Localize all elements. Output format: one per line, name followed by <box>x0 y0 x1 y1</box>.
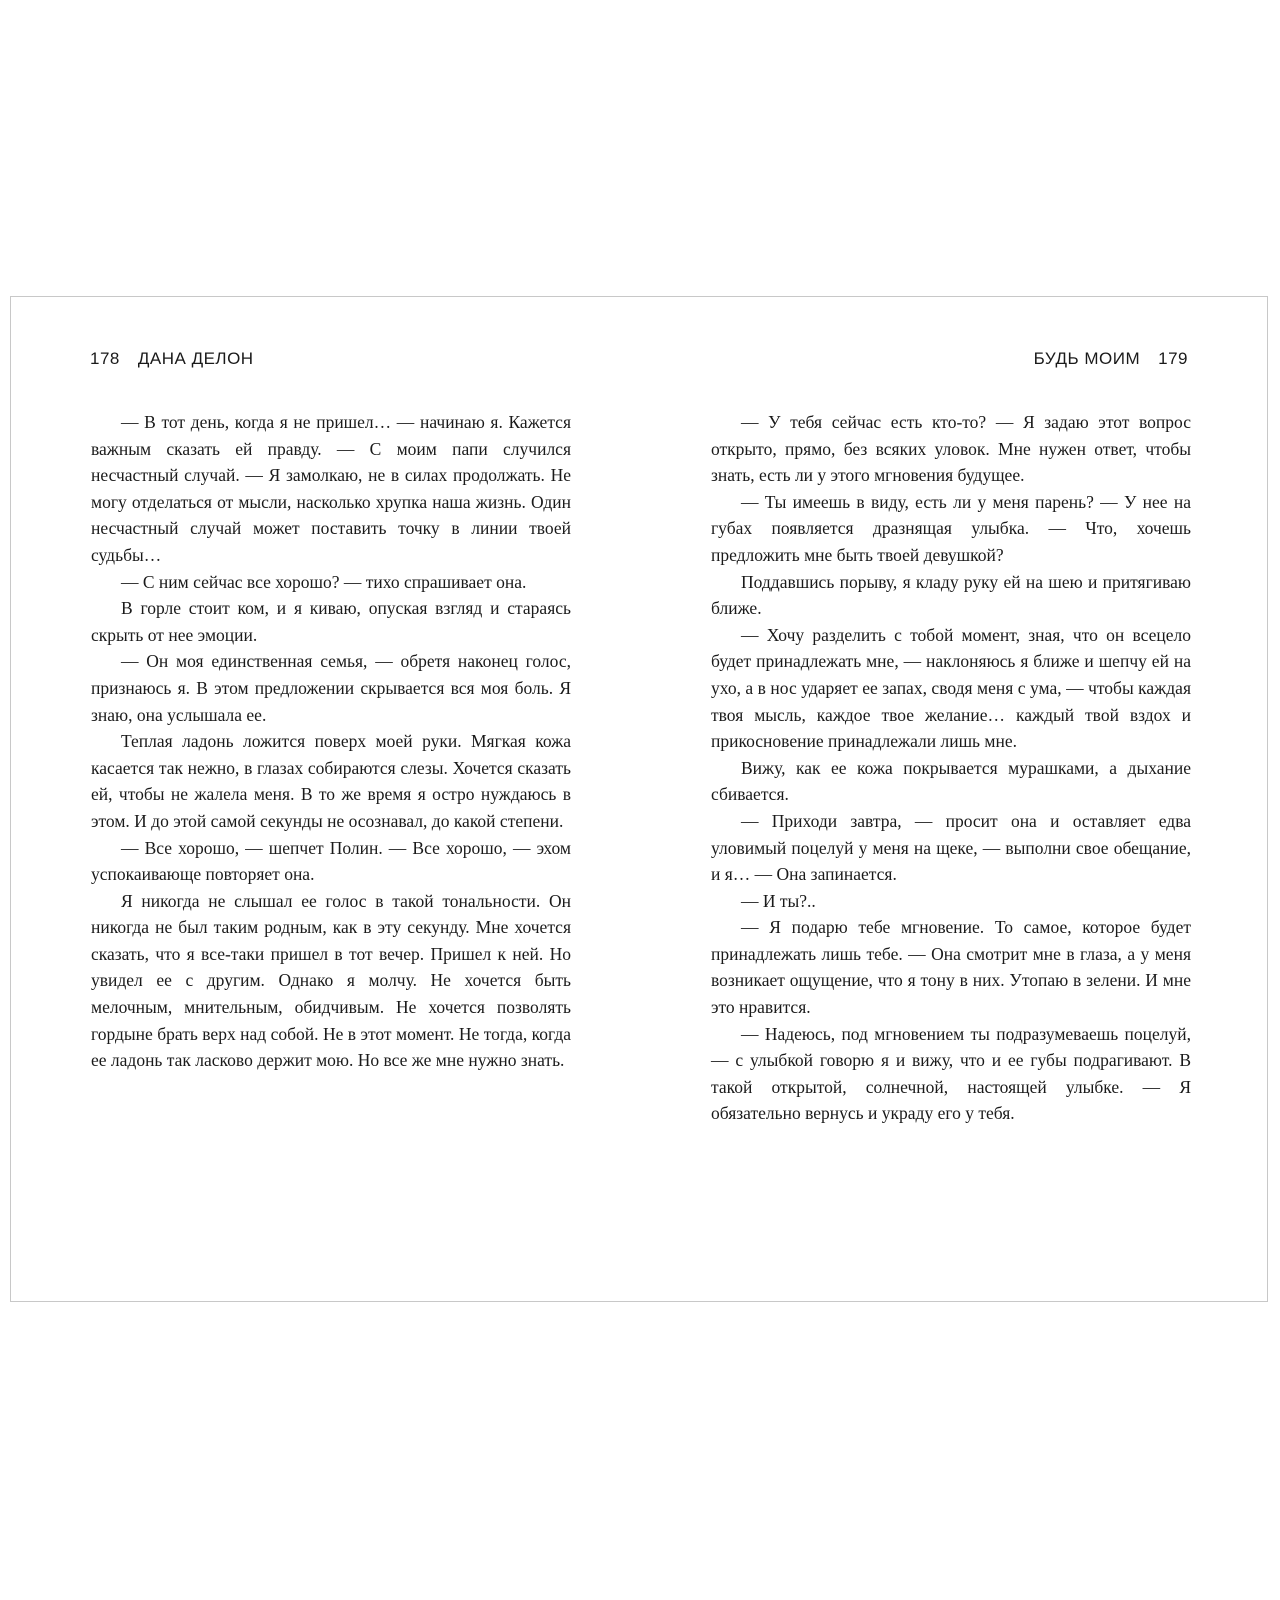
paragraph: — Он моя единственная семья, — обретя наконец голос, признаюсь я. В этом предложении скрывается вся моя боль. Я знаю, она услышала ее. <box>91 651 571 725</box>
paragraph: — Приходи завтра, — просит она и оставляет едва уловимый поцелуй у меня на щеке, — выполни свое обещание, и я… — Она запинается. <box>711 810 1191 885</box>
paragraph: Теплая ладонь ложится поверх моей руки. Мягкая кожа касается так нежно, в глазах собираются слезы. Хочется сказать ей, чтобы не жалела меня. В то же время я остро нуждаюсь в этом. И до этой самой секунды не осознавал, до какой степени. <box>91 731 571 831</box>
right-page-text <box>711 409 1191 1127</box>
paragraph: Я никогда не слышал ее голос в такой тональности. Он никогда не был таким родным, как в эту секунду. Мне хочется сказать, что я все-таки пришел в тот вечер. Пришел к ней. Но увидел ее с другим. Однако я молчу. Не хочется быть мелочным, мнительным, обидчивым. Не хочется позволять гордыне брать верх над собой. Не в этот момент. Не тогда, когда ее ладонь так ласково держит мою. Но все же мне нужно знать. <box>91 890 571 1071</box>
paragraph: — Надеюсь, под мгновением ты подразумеваешь поцелуй, — с улыбкой говорю я и вижу, что и ее губы подрагивают. В такой открытой, солнечной, настоящей улыбке. — Я обязательно вернусь и украду его у тебя. <box>711 1023 1191 1124</box>
paragraph: — В тот день, когда я не пришел… — начинаю я. Кажется важным сказать ей правду. — С моим папи случился несчастный случай. — Я замолкаю, не в силах продолжать. Не могу отделаться от мысли, насколько хрупка наша жизнь. Один несчастный случай может поставить точку в линии твоей судьбы… <box>91 412 571 565</box>
paragraph: — С ним сейчас все хорошо? — тихо спрашивает она. <box>121 571 527 592</box>
paragraph: Вижу, как ее кожа покрывается мурашками, а дыхание сбивается. <box>711 757 1191 805</box>
paragraph: — Все хорошо, — шепчет Полин. — Все хорошо, — эхом успокаивающе повторяет она. <box>91 837 571 885</box>
book-title: БУДЬ МОИМ <box>1033 349 1141 368</box>
left-page-text <box>91 409 571 1074</box>
paragraph: — Хочу разделить с тобой момент, зная, что он всецело будет принадлежать мне, — наклоняюсь я ближе и шепчу ей на ухо, а в нос ударяет ее запах, сводя меня с ума, — чтобы каждая твоя мысль, каждое твое желание… каждый твой вздох и прикосновение принадлежали лишь мне. <box>711 624 1191 752</box>
left-page-number: 178 <box>90 349 120 368</box>
book-spread <box>10 296 1268 1302</box>
paragraph: — Я подарю тебе мгновение. То самое, которое будет принадлежать лишь тебе. — Она смотрит мне в глаза, а у меня возникает ощущение, что я тону в них. Утопаю в зелени. И мне это нравится. <box>711 917 1191 1018</box>
paragraph: — И ты?.. <box>741 890 816 911</box>
paragraph: — У тебя сейчас есть кто-то? — Я задаю этот вопрос открыто, прямо, без всяких уловок. Мне нужен ответ, чтобы знать, есть ли у этого мгновения будущее. <box>711 412 1191 486</box>
author-name: ДАНА ДЕЛОН <box>137 349 254 368</box>
paragraph: Поддавшись порыву, я кладу руку ей на шею и притягиваю ближе. <box>711 571 1191 619</box>
paragraph: В горле стоит ком, и я киваю, опуская взгляд и стараясь скрыть от нее эмоции. <box>91 598 571 645</box>
paragraph: — Ты имеешь в виду, есть ли у меня парень? — У нее на губах появляется дразнящая улыбка. — Что, хочешь предложить мне быть твоей девушкой? <box>711 491 1191 565</box>
right-running-head <box>1034 349 1188 369</box>
left-running-head <box>90 349 254 369</box>
right-page-number: 179 <box>1158 349 1188 368</box>
